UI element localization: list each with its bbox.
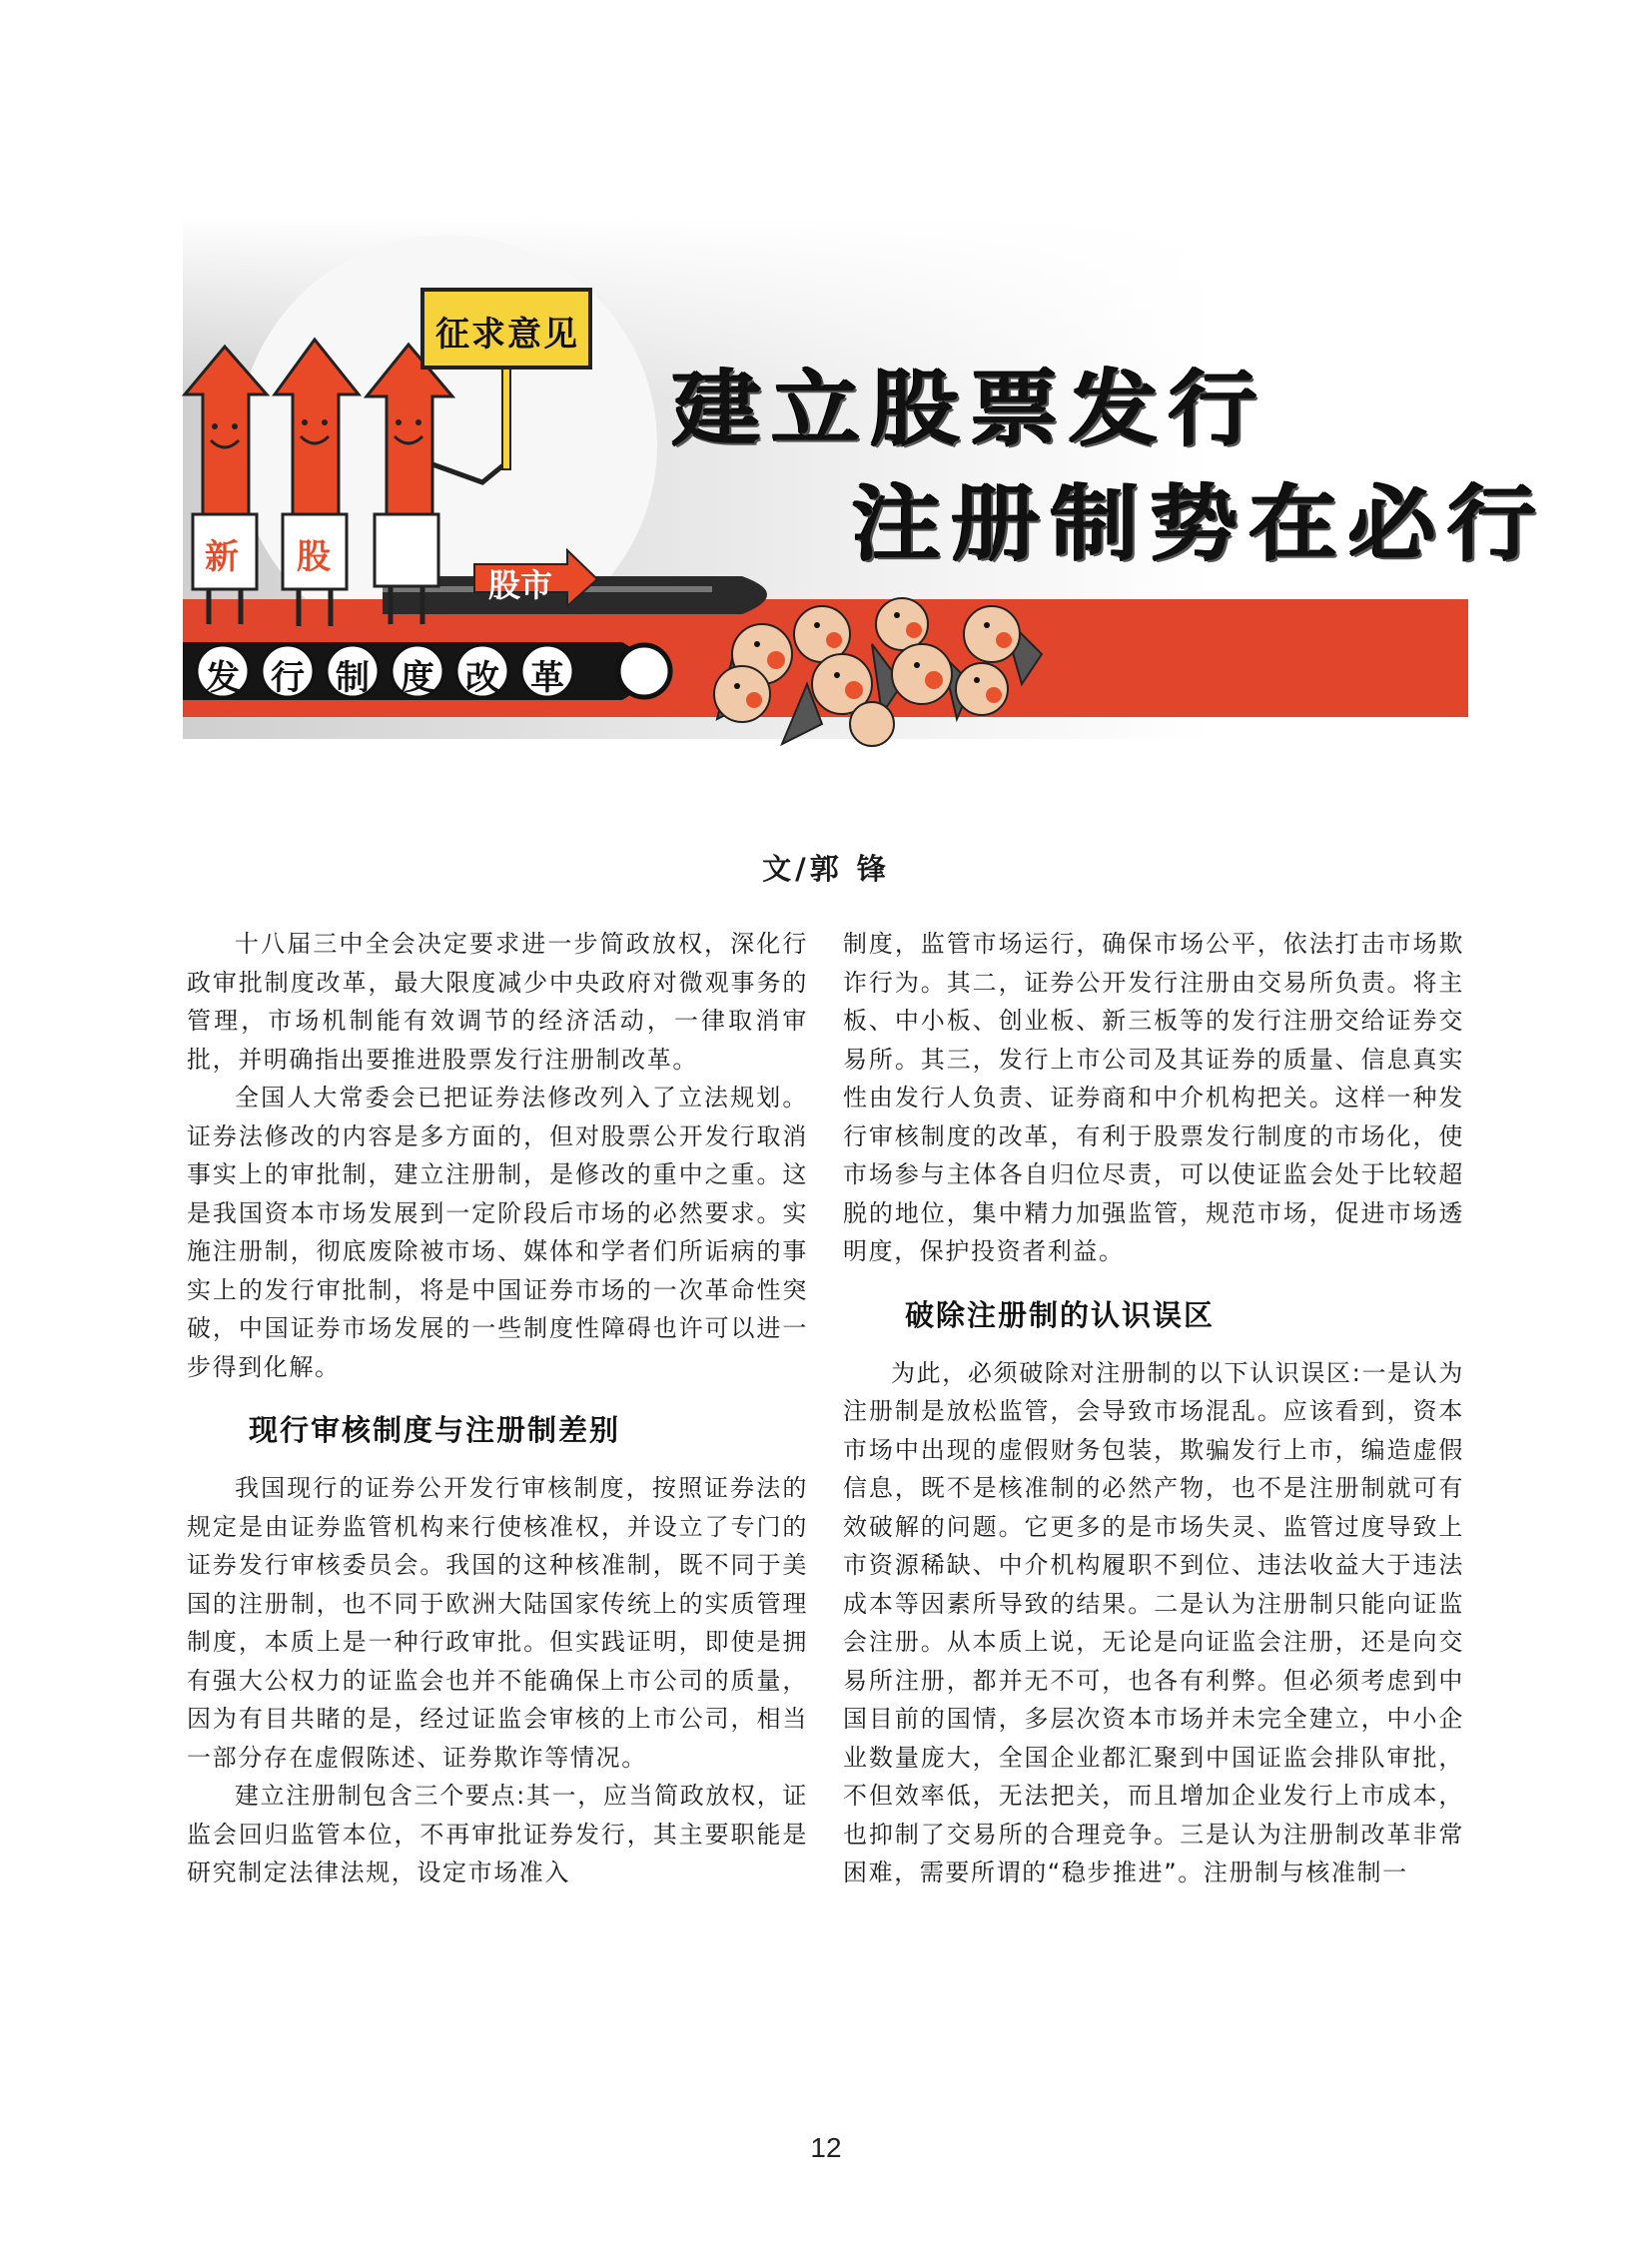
paragraph: 为此，必须破除对注册制的以下认识误区:一是认为注册制是放松监管，会导致市场混乱。应该看到，资本市场中出现的虚假财务包装，欺骗发行上市，编造虚假信息，既不是核准制的必然产物，也不是注册制就可有效破解的问题。它更多的是市场失灵、监管过度导致上市资源稀缺、中介机构履职不到位、违法收益大于违法成本等因素所导致的结果。二是认为注册制只能向证监会注册。从本质上说，无论是向证监会注册，还是向交易所注册，都并无不可，也各有利弊。但必须考虑到中国目前的国情，多层次资本市场并未完全建立，中小企业数量庞大，全国企业都汇聚到中国证监会排队审批，不但效率低，无法把关，而且增加企业发行上市成本，也抑制了交易所的合理竞争。三是认为注册制改革非常困难，需要所谓的“稳步推进”。注册制与核准制一	[843, 1358, 1464, 1886]
arrow-char-stock: 股	[297, 537, 331, 577]
reform-char-1: 发	[206, 658, 240, 698]
article-title-line-2: 注册制势在必行	[852, 477, 1547, 572]
reform-char-6: 革	[530, 658, 564, 698]
page-number: 12	[810, 2132, 842, 2163]
right-column	[843, 925, 1464, 1892]
reform-char-3: 制	[336, 658, 370, 698]
reform-char-2: 行	[271, 658, 305, 698]
paragraph: 制度，监管市场运行，确保市场公平，依法打击市场欺诈行为。其二，证券公开发行注册由交易所负责。将主板、中小板、创业板、新三板等的发行注册交给证券交易所。其三，发行上市公司及其证券的质量、信息真实性由发行人负责、证券商和中介机构把关。这样一种发行审核制度的改革，有利于股票发行制度的市场化，使市场参与主体各自归位尽责，可以使证监会处于比较超脱的地位，集中精力加强监管，规范市场，促进市场透明度，保护投资者利益。	[843, 930, 1464, 1265]
left-column	[187, 925, 808, 1892]
paragraph: 我国现行的证券公开发行审核制度，按照证券法的规定是由证券监管机构来行使核准权，并设立了专门的证券发行审核委员会。我国的这种核准制，既不同于美国的注册制，也不同于欧洲大陆国家传统上的实质管理制度，本质上是一种行政审批。但实践证明，即使是拥有强大公权力的证监会也并不能确保上市公司的质量，因为有目共睹的是，经过证监会审核的上市公司，相当一部分存在虚假陈述、证券欺诈等情况。	[187, 1474, 808, 1772]
section-heading: 破除注册制的认识误区	[905, 1297, 1216, 1332]
paragraph: 建立注册制包含三个要点:其一，应当简政放权，证监会回归监管本位，不再审批证券发行，其主要职能是研究制定法律法规，设定市场准入	[187, 1782, 808, 1886]
header-illustration	[183, 215, 1547, 739]
market-label: 股市	[488, 566, 553, 604]
article-title-line-1: 建立股票发行	[672, 363, 1268, 457]
author-byline: 文/郭 锋	[762, 852, 890, 886]
reform-char-5: 改	[465, 658, 499, 698]
paragraph: 全国人大常委会已把证券法修改列入了立法规划。证券法修改的内容是多方面的，但对股票公开发行取消事实上的审批制，建立注册制，是修改的重中之重。这是我国资本市场发展到一定阶段后市场的必然要求。实施注册制，彻底废除被市场、媒体和学者们所诟病的事实上的发行审批制，将是中国证券市场的一次革命性突破，中国证券市场发展的一些制度性障碍也许可以进一步得到化解。	[187, 1084, 808, 1381]
paragraph: 十八届三中全会决定要求进一步简政放权，深化行政审批制度改革，最大限度减少中央政府对微观事务的管理，市场机制能有效调节的经济活动，一律取消审批，并明确指出要推进股票发行注册制改革。	[187, 930, 808, 1074]
reform-char-4: 度	[401, 658, 434, 698]
section-heading: 现行审核制度与注册制差别	[249, 1413, 621, 1447]
arrow-char-new: 新	[205, 537, 239, 577]
sign-text: 征求意见	[435, 315, 579, 355]
